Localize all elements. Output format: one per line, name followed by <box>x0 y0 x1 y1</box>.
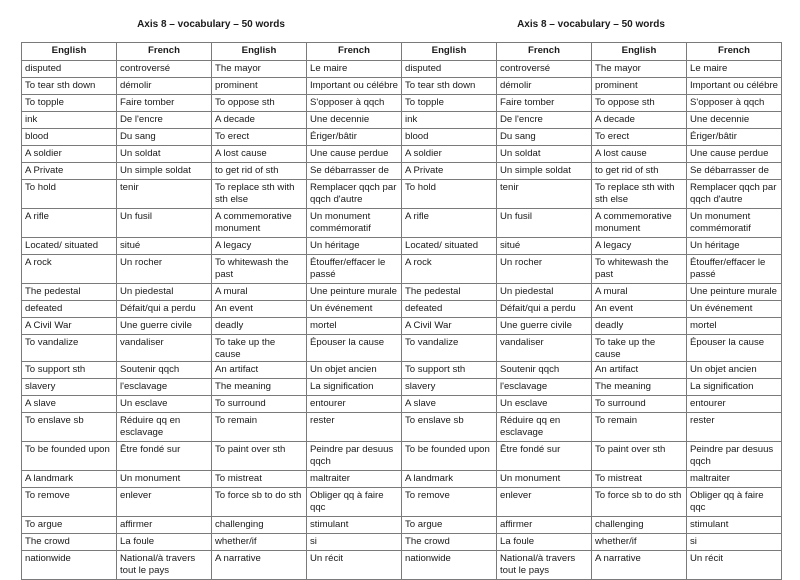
english-term-cell: An artifact <box>592 362 687 379</box>
header-english: English <box>592 43 687 61</box>
french-term-cell: S'opposer à qqch <box>687 95 782 112</box>
english-term-cell: A legacy <box>212 238 307 255</box>
french-term-cell: Important ou célébre <box>307 78 402 95</box>
french-term-cell: tenir <box>497 180 592 209</box>
table-row <box>22 255 782 284</box>
english-term-cell: Located/ situated <box>402 238 497 255</box>
english-term-cell: To replace sth with sth else <box>212 180 307 209</box>
french-term-cell: Un objet ancien <box>687 362 782 379</box>
english-term-cell: blood <box>402 129 497 146</box>
english-term-cell: To topple <box>22 95 117 112</box>
french-term-cell: rester <box>307 413 402 442</box>
english-term-cell: ink <box>22 112 117 129</box>
english-term-cell: A slave <box>402 396 497 413</box>
english-term-cell: To take up the cause <box>592 335 687 362</box>
english-term-cell: To force sb to do sth <box>212 488 307 517</box>
french-term-cell: Un piedestal <box>117 284 212 301</box>
french-term-cell: Peindre par desuus qqch <box>307 442 402 471</box>
table-row <box>22 551 782 580</box>
english-term-cell: Located/ situated <box>22 238 117 255</box>
english-term-cell: A Civil War <box>402 318 497 335</box>
french-term-cell: Être fondé sur <box>117 442 212 471</box>
table-row <box>22 61 782 78</box>
french-term-cell: Remplacer qqch par qqch d'autre <box>687 180 782 209</box>
french-term-cell: Du sang <box>117 129 212 146</box>
french-term-cell: si <box>687 534 782 551</box>
english-term-cell: A rifle <box>22 209 117 238</box>
english-term-cell: To erect <box>212 129 307 146</box>
english-term-cell: A lost cause <box>592 146 687 163</box>
english-term-cell: A legacy <box>592 238 687 255</box>
french-term-cell: Une decennie <box>687 112 782 129</box>
english-term-cell: ink <box>402 112 497 129</box>
french-term-cell: Une guerre civile <box>497 318 592 335</box>
french-term-cell: Un récit <box>307 551 402 580</box>
table-row <box>22 362 782 379</box>
english-term-cell: To hold <box>402 180 497 209</box>
english-term-cell: A landmark <box>22 471 117 488</box>
french-term-cell: Un rocher <box>117 255 212 284</box>
french-term-cell: Un monument <box>117 471 212 488</box>
english-term-cell: The crowd <box>22 534 117 551</box>
table-row <box>22 112 782 129</box>
english-term-cell: To oppose sth <box>212 95 307 112</box>
french-term-cell: De l'encre <box>497 112 592 129</box>
english-term-cell: A commemorative monument <box>592 209 687 238</box>
french-term-cell: Un soldat <box>117 146 212 163</box>
english-term-cell: An event <box>592 301 687 318</box>
french-term-cell: mortel <box>307 318 402 335</box>
french-term-cell: Un fusil <box>497 209 592 238</box>
english-term-cell: To oppose sth <box>592 95 687 112</box>
english-term-cell: A slave <box>22 396 117 413</box>
english-term-cell: defeated <box>402 301 497 318</box>
english-term-cell: An event <box>212 301 307 318</box>
english-term-cell: To support sth <box>402 362 497 379</box>
french-term-cell: De l'encre <box>117 112 212 129</box>
french-term-cell: l'esclavage <box>117 379 212 396</box>
english-term-cell: To vandalize <box>402 335 497 362</box>
english-term-cell: To whitewash the past <box>212 255 307 284</box>
english-term-cell: To hold <box>22 180 117 209</box>
french-term-cell: Un événement <box>687 301 782 318</box>
french-term-cell: Du sang <box>497 129 592 146</box>
french-term-cell: Un esclave <box>117 396 212 413</box>
english-term-cell: A Private <box>402 163 497 180</box>
french-term-cell: mortel <box>687 318 782 335</box>
english-term-cell: To paint over sth <box>592 442 687 471</box>
french-term-cell: rester <box>687 413 782 442</box>
french-term-cell: enlever <box>497 488 592 517</box>
french-term-cell: situé <box>497 238 592 255</box>
french-term-cell: Obliger qq à faire qqc <box>687 488 782 517</box>
english-term-cell: To argue <box>402 517 497 534</box>
header-english: English <box>402 43 497 61</box>
english-term-cell: A decade <box>592 112 687 129</box>
english-term-cell: challenging <box>212 517 307 534</box>
french-term-cell: Ériger/bâtir <box>307 129 402 146</box>
english-term-cell: To topple <box>402 95 497 112</box>
english-term-cell: A mural <box>592 284 687 301</box>
english-term-cell: A rock <box>22 255 117 284</box>
french-term-cell: Une peinture murale <box>307 284 402 301</box>
english-term-cell: To whitewash the past <box>592 255 687 284</box>
english-term-cell: To tear sth down <box>22 78 117 95</box>
page-title-right: Axis 8 – vocabulary – 50 words <box>517 19 665 30</box>
french-term-cell: Se débarrasser de <box>687 163 782 180</box>
english-term-cell: challenging <box>592 517 687 534</box>
english-term-cell: A mural <box>212 284 307 301</box>
table-row <box>22 78 782 95</box>
french-term-cell: Défait/qui a perdu <box>497 301 592 318</box>
english-term-cell: A rifle <box>402 209 497 238</box>
english-term-cell: blood <box>22 129 117 146</box>
table-row <box>22 442 782 471</box>
french-term-cell: Une guerre civile <box>117 318 212 335</box>
french-term-cell: Ériger/bâtir <box>687 129 782 146</box>
english-term-cell: A soldier <box>22 146 117 163</box>
table-row <box>22 95 782 112</box>
english-term-cell: To take up the cause <box>212 335 307 362</box>
french-term-cell: Soutenir qqch <box>497 362 592 379</box>
table-row <box>22 129 782 146</box>
french-term-cell: Un événement <box>307 301 402 318</box>
english-term-cell: To be founded upon <box>402 442 497 471</box>
english-term-cell: To be founded upon <box>22 442 117 471</box>
french-term-cell: Une cause perdue <box>687 146 782 163</box>
table-row <box>22 209 782 238</box>
english-term-cell: A narrative <box>212 551 307 580</box>
english-term-cell: disputed <box>22 61 117 78</box>
french-term-cell: situé <box>117 238 212 255</box>
english-term-cell: To paint over sth <box>212 442 307 471</box>
english-term-cell: nationwide <box>22 551 117 580</box>
english-term-cell: To enslave sb <box>402 413 497 442</box>
english-term-cell: A decade <box>212 112 307 129</box>
english-term-cell: A landmark <box>402 471 497 488</box>
french-term-cell: entourer <box>687 396 782 413</box>
header-english: English <box>22 43 117 61</box>
table-row <box>22 146 782 163</box>
french-term-cell: Un héritage <box>307 238 402 255</box>
table-row <box>22 379 782 396</box>
french-term-cell: Étouffer/effacer le passé <box>687 255 782 284</box>
french-term-cell: Un monument commémoratif <box>687 209 782 238</box>
table-row <box>22 163 782 180</box>
french-term-cell: Un simple soldat <box>497 163 592 180</box>
page-title-left: Axis 8 – vocabulary – 50 words <box>137 19 285 30</box>
table-row <box>22 180 782 209</box>
french-term-cell: La foule <box>497 534 592 551</box>
english-term-cell: To mistreat <box>212 471 307 488</box>
english-term-cell: To surround <box>592 396 687 413</box>
french-term-cell: Une cause perdue <box>307 146 402 163</box>
french-term-cell: Soutenir qqch <box>117 362 212 379</box>
french-term-cell: Un monument commémoratif <box>307 209 402 238</box>
english-term-cell: To enslave sb <box>22 413 117 442</box>
english-term-cell: to get rid of sth <box>592 163 687 180</box>
french-term-cell: Défait/qui a perdu <box>117 301 212 318</box>
english-term-cell: A commemorative monument <box>212 209 307 238</box>
french-term-cell: Peindre par desuus qqch <box>687 442 782 471</box>
french-term-cell: Se débarrasser de <box>307 163 402 180</box>
french-term-cell: l'esclavage <box>497 379 592 396</box>
french-term-cell: Un rocher <box>497 255 592 284</box>
french-term-cell: Une decennie <box>307 112 402 129</box>
table-row <box>22 318 782 335</box>
english-term-cell: defeated <box>22 301 117 318</box>
english-term-cell: The pedestal <box>402 284 497 301</box>
header-french: French <box>117 43 212 61</box>
french-term-cell: tenir <box>117 180 212 209</box>
table-row <box>22 335 782 362</box>
table-row <box>22 413 782 442</box>
english-term-cell: The mayor <box>592 61 687 78</box>
english-term-cell: To erect <box>592 129 687 146</box>
table-row <box>22 534 782 551</box>
english-term-cell: To vandalize <box>22 335 117 362</box>
header-row <box>22 43 782 61</box>
english-term-cell: An artifact <box>212 362 307 379</box>
english-term-cell: To surround <box>212 396 307 413</box>
english-term-cell: deadly <box>212 318 307 335</box>
french-term-cell: vandaliser <box>117 335 212 362</box>
french-term-cell: Étouffer/effacer le passé <box>307 255 402 284</box>
french-term-cell: démolir <box>497 78 592 95</box>
english-term-cell: A narrative <box>592 551 687 580</box>
french-term-cell: Important ou célébre <box>687 78 782 95</box>
english-term-cell: The crowd <box>402 534 497 551</box>
french-term-cell: enlever <box>117 488 212 517</box>
vocabulary-table <box>21 42 782 580</box>
english-term-cell: To tear sth down <box>402 78 497 95</box>
english-term-cell: prominent <box>592 78 687 95</box>
french-term-cell: stimulant <box>307 517 402 534</box>
english-term-cell: The pedestal <box>22 284 117 301</box>
english-term-cell: A lost cause <box>212 146 307 163</box>
english-term-cell: To remove <box>22 488 117 517</box>
english-term-cell: To support sth <box>22 362 117 379</box>
french-term-cell: Un piedestal <box>497 284 592 301</box>
french-term-cell: Épouser la cause <box>687 335 782 362</box>
french-term-cell: Un fusil <box>117 209 212 238</box>
french-term-cell: Réduire qq en esclavage <box>117 413 212 442</box>
french-term-cell: Une peinture murale <box>687 284 782 301</box>
english-term-cell: A Civil War <box>22 318 117 335</box>
french-term-cell: affirmer <box>117 517 212 534</box>
french-term-cell: Un soldat <box>497 146 592 163</box>
english-term-cell: To mistreat <box>592 471 687 488</box>
french-term-cell: Un récit <box>687 551 782 580</box>
english-term-cell: To remain <box>592 413 687 442</box>
french-term-cell: Épouser la cause <box>307 335 402 362</box>
english-term-cell: prominent <box>212 78 307 95</box>
table-row <box>22 284 782 301</box>
header-french: French <box>687 43 782 61</box>
header-french: French <box>307 43 402 61</box>
english-term-cell: A Private <box>22 163 117 180</box>
english-term-cell: to get rid of sth <box>212 163 307 180</box>
french-term-cell: Faire tomber <box>497 95 592 112</box>
english-term-cell: A soldier <box>402 146 497 163</box>
french-term-cell: si <box>307 534 402 551</box>
french-term-cell: affirmer <box>497 517 592 534</box>
french-term-cell: La foule <box>117 534 212 551</box>
french-term-cell: maltraiter <box>307 471 402 488</box>
english-term-cell: whether/if <box>212 534 307 551</box>
header-french: French <box>497 43 592 61</box>
french-term-cell: Un héritage <box>687 238 782 255</box>
table-row <box>22 301 782 318</box>
french-term-cell: démolir <box>117 78 212 95</box>
french-term-cell: S'opposer à qqch <box>307 95 402 112</box>
table-row <box>22 517 782 534</box>
english-term-cell: To argue <box>22 517 117 534</box>
french-term-cell: entourer <box>307 396 402 413</box>
english-term-cell: deadly <box>592 318 687 335</box>
english-term-cell: The meaning <box>592 379 687 396</box>
vocabulary-body <box>22 61 782 580</box>
header-english: English <box>212 43 307 61</box>
french-term-cell: Le maire <box>687 61 782 78</box>
french-term-cell: Obliger qq à faire qqc <box>307 488 402 517</box>
table-row <box>22 396 782 413</box>
french-term-cell: Un esclave <box>497 396 592 413</box>
french-term-cell: Le maire <box>307 61 402 78</box>
french-term-cell: controversé <box>497 61 592 78</box>
french-term-cell: Faire tomber <box>117 95 212 112</box>
french-term-cell: vandaliser <box>497 335 592 362</box>
french-term-cell: Réduire qq en esclavage <box>497 413 592 442</box>
english-term-cell: disputed <box>402 61 497 78</box>
french-term-cell: La signification <box>687 379 782 396</box>
french-term-cell: National/à travers tout le pays <box>497 551 592 580</box>
table-row <box>22 471 782 488</box>
french-term-cell: Un monument <box>497 471 592 488</box>
table-row <box>22 488 782 517</box>
english-term-cell: To replace sth with sth else <box>592 180 687 209</box>
english-term-cell: The meaning <box>212 379 307 396</box>
english-term-cell: slavery <box>22 379 117 396</box>
french-term-cell: stimulant <box>687 517 782 534</box>
french-term-cell: La signification <box>307 379 402 396</box>
french-term-cell: Un objet ancien <box>307 362 402 379</box>
english-term-cell: slavery <box>402 379 497 396</box>
english-term-cell: nationwide <box>402 551 497 580</box>
english-term-cell: To remove <box>402 488 497 517</box>
english-term-cell: To remain <box>212 413 307 442</box>
english-term-cell: whether/if <box>592 534 687 551</box>
english-term-cell: To force sb to do sth <box>592 488 687 517</box>
english-term-cell: The mayor <box>212 61 307 78</box>
french-term-cell: National/à travers tout le pays <box>117 551 212 580</box>
french-term-cell: controversé <box>117 61 212 78</box>
french-term-cell: Un simple soldat <box>117 163 212 180</box>
french-term-cell: maltraiter <box>687 471 782 488</box>
english-term-cell: A rock <box>402 255 497 284</box>
french-term-cell: Remplacer qqch par qqch d'autre <box>307 180 402 209</box>
table-row <box>22 238 782 255</box>
french-term-cell: Être fondé sur <box>497 442 592 471</box>
